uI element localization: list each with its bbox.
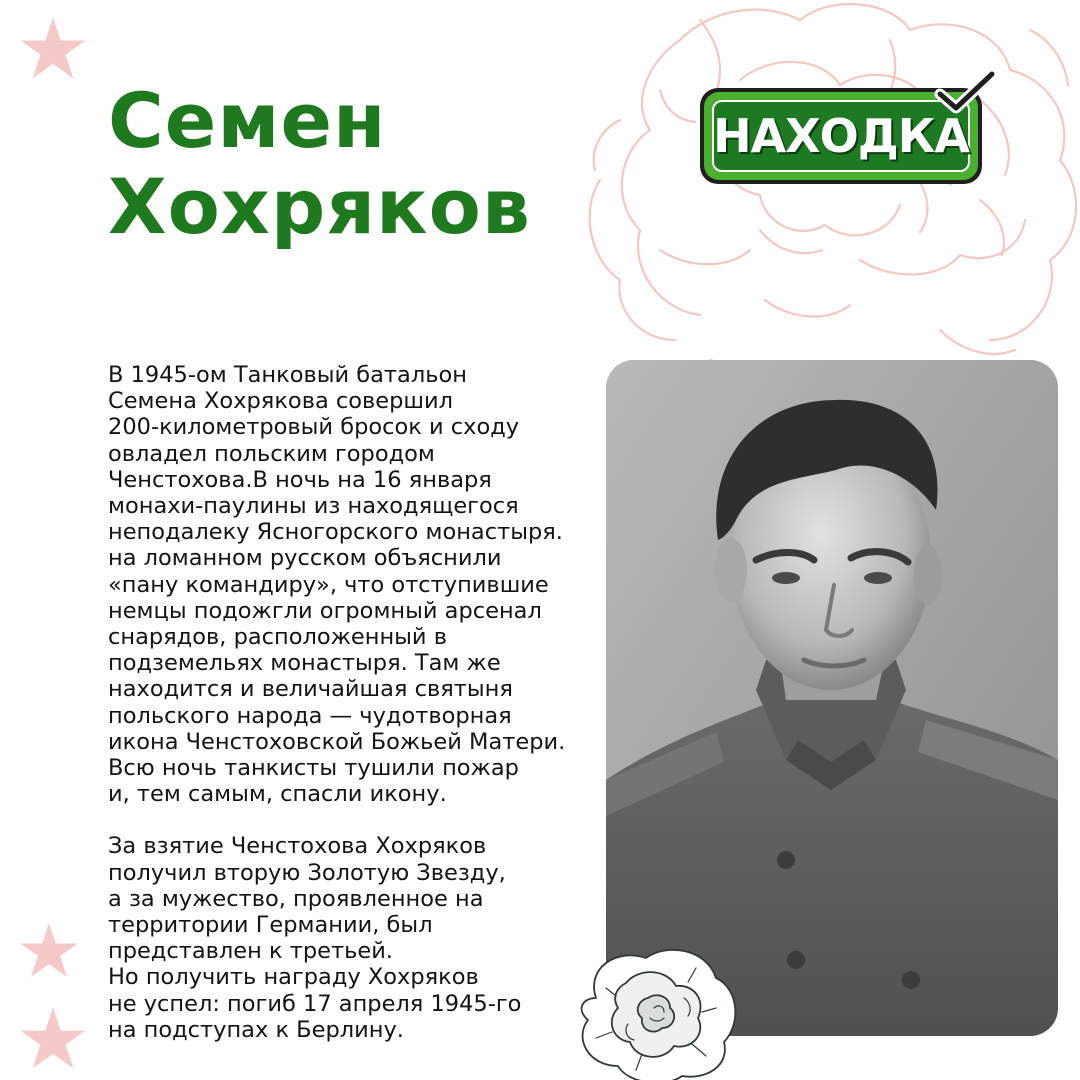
portrait-illustration — [606, 360, 1058, 1036]
biography-text — [108, 362, 628, 1043]
logo-text: НАХОДКА — [713, 109, 969, 163]
star-icon — [18, 1004, 88, 1074]
brand-logo — [698, 70, 998, 190]
title-line-last-name: Хохряков — [108, 162, 531, 251]
title-line-first-name: Семен — [108, 76, 387, 165]
flower-outline-icon — [560, 0, 1080, 380]
checkmark-icon — [934, 70, 998, 114]
star-icon — [18, 920, 80, 982]
star-icon — [18, 14, 88, 84]
portrait-photo — [606, 360, 1058, 1036]
biography-paragraph-1: В 1945-ом Танковый батальон Семена Хохрякова совершил 200-километровый бросок и сходу овладел польским городом Ченстохова.В ночь на 16 января монахи-паулины из находящегося неподалеку Ясногорского монастыря. на ломанном русском объяснили «пану командиру», что отступившие немцы подожгли огромный арсенал снарядов, расположенный в подземельях монастыря. Там же находится и величайшая святыня польского народа — чудотворная икона Ченстоховской Божьей Матери. Всю ночь танкисты тушили пожар и, тем самым, спасли икону. — [108, 362, 566, 808]
sketch-flower-icon — [566, 938, 742, 1080]
page-title — [108, 78, 628, 250]
biography-paragraph-2: За взятие Ченстохова Хохряков получил вторую Золотую Звезду, а за мужество, проявленное на территории Германии, был представлен к третьей. Но получить награду Хохряков не успел: погиб 17 апреля 1945-го на подступах к Берлину. — [108, 833, 522, 1043]
